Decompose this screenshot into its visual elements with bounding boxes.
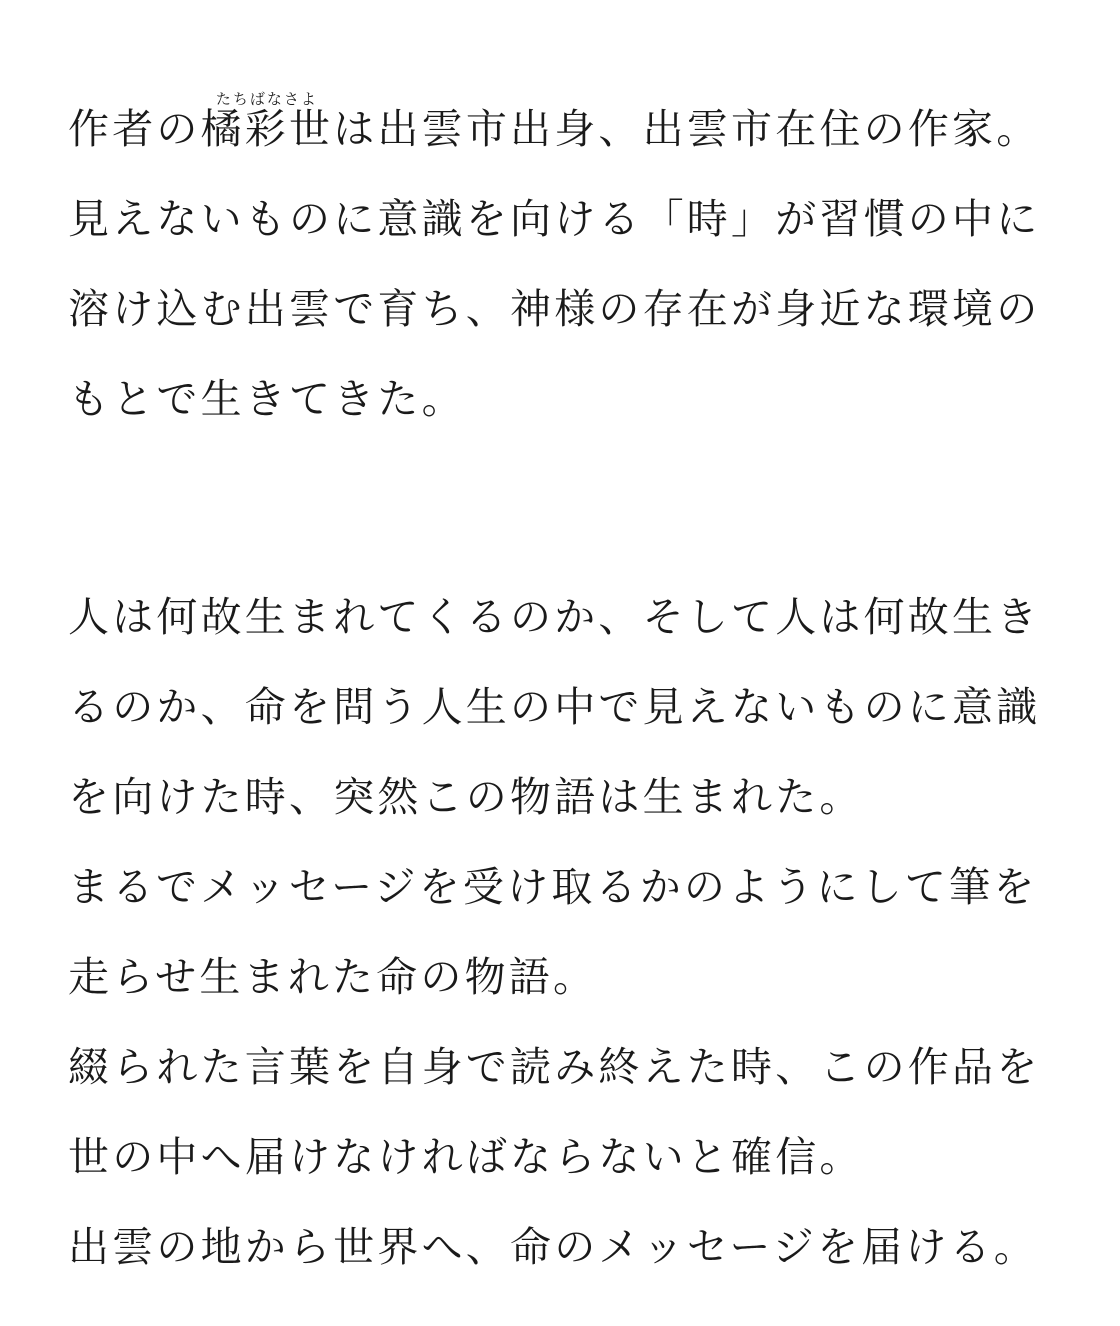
intro-line-1 xyxy=(68,84,1068,174)
document-page xyxy=(68,84,1068,1292)
intro-line-1-before: 作者の xyxy=(68,105,201,153)
body-paragraph xyxy=(68,572,1068,1292)
body-line-7: 世の中へ届けなければならないと確信。 xyxy=(68,1133,864,1181)
author-name xyxy=(200,90,334,153)
paragraph-spacer xyxy=(68,444,1068,572)
author-name-text: 橘彩世 xyxy=(200,105,334,153)
intro-line-2: 見えないものに意識を向ける「時」が習慣の中に xyxy=(68,195,1041,243)
body-line-6: 綴られた言葉を自身で読み終えた時、この作品を xyxy=(68,1043,1041,1091)
body-line-1: 人は何故生まれてくるのか、そして人は何故生き xyxy=(68,593,1041,641)
body-line-5: 走らせ生まれた命の物語。 xyxy=(68,953,598,1001)
body-line-8: 出雲の地から世界へ、命のメッセージを届ける。 xyxy=(68,1223,1038,1271)
intro-line-4: もとで生きてきた。 xyxy=(68,375,466,423)
intro-line-1-after: は出雲市出身、出雲市在住の作家。 xyxy=(333,105,1041,153)
body-line-3: を向けた時、突然この物語は生まれた。 xyxy=(68,773,864,821)
body-line-2: るのか、命を問う人生の中で見えないものに意識 xyxy=(68,683,1041,731)
intro-line-3: 溶け込む出雲で育ち、神様の存在が身近な環境の xyxy=(68,285,1041,333)
intro-paragraph xyxy=(68,84,1068,444)
author-name-reading: たちばなさよ xyxy=(200,90,334,108)
body-line-4: まるでメッセージを受け取るかのようにして筆を xyxy=(68,863,1038,911)
